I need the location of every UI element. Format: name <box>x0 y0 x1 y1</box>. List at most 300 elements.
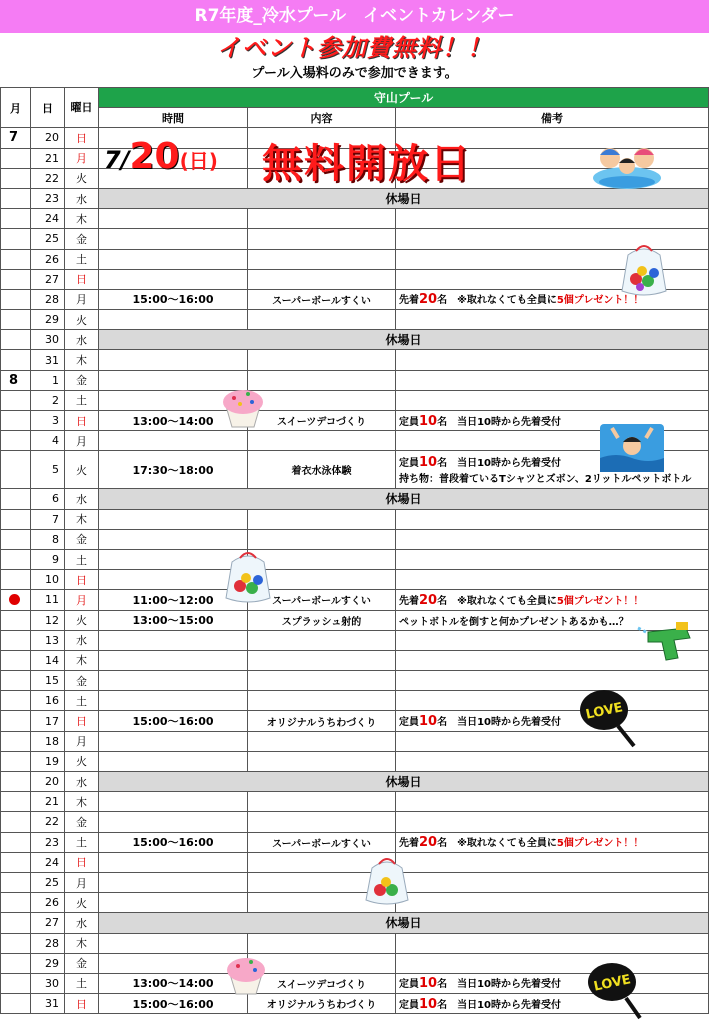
day-cell: 4 <box>31 431 65 451</box>
month-cell <box>1 549 31 569</box>
free-day-month: 7/ <box>104 146 130 174</box>
table-row <box>1 772 709 792</box>
content-cell <box>248 209 396 229</box>
day-cell: 28 <box>31 289 65 309</box>
note-count: 10 <box>419 413 438 429</box>
pool-kids-icon <box>592 140 662 190</box>
weekday-cell: 木 <box>65 350 99 370</box>
weekday-cell: 金 <box>65 812 99 832</box>
time-cell <box>99 812 248 832</box>
free-day-title: 無料開放日 <box>262 141 472 187</box>
weekday-cell: 水 <box>65 489 99 509</box>
content-cell <box>248 269 396 289</box>
weekday-cell: 金 <box>65 229 99 249</box>
table-row <box>1 610 709 630</box>
note-gift: 5個プレゼント！！ <box>556 838 644 850</box>
weekday-cell: 日 <box>65 128 99 148</box>
time-cell <box>99 751 248 771</box>
day-cell: 10 <box>31 570 65 590</box>
month-cell <box>1 792 31 812</box>
day-cell: 23 <box>31 188 65 208</box>
table-row <box>1 188 709 208</box>
note-count: 10 <box>419 976 438 992</box>
love-fan-icon-2 <box>586 960 644 1020</box>
month-cell <box>1 411 31 431</box>
note-text: 名 ※取れなくても全員に <box>437 838 557 850</box>
cupcake-icon-2 <box>224 952 268 996</box>
month-cell <box>1 893 31 913</box>
weekday-cell: 月 <box>65 731 99 751</box>
table-row <box>1 509 709 529</box>
day-cell: 30 <box>31 973 65 993</box>
day-cell: 19 <box>31 751 65 771</box>
note-count: 20 <box>419 592 438 608</box>
table-row <box>1 310 709 330</box>
content-cell <box>248 350 396 370</box>
month-cell <box>1 289 31 309</box>
weekday-cell: 金 <box>65 671 99 691</box>
weekday-cell: 土 <box>65 549 99 569</box>
day-cell: 13 <box>31 630 65 650</box>
weekday-cell: 金 <box>65 370 99 390</box>
day-cell: 31 <box>31 350 65 370</box>
weekday-cell: 土 <box>65 832 99 852</box>
free-day-weekday: (日) <box>179 149 218 173</box>
note-cell <box>396 549 709 569</box>
note-cell <box>396 751 709 771</box>
time-cell <box>99 529 248 549</box>
weekday-cell: 木 <box>65 933 99 953</box>
note-cell <box>396 671 709 691</box>
note-cell <box>396 370 709 390</box>
month-cell <box>1 630 31 650</box>
month-cell <box>1 650 31 670</box>
time-cell: 15:00～16:00 <box>99 289 248 309</box>
note-cell <box>396 893 709 913</box>
weekday-cell: 水 <box>65 630 99 650</box>
header-note: 備考 <box>396 108 709 128</box>
note-count: 10 <box>419 996 438 1012</box>
month-cell <box>1 350 31 370</box>
love-fan-icon <box>578 686 638 748</box>
content-cell: スーパーボールすくい <box>248 289 396 309</box>
table-row <box>1 650 709 670</box>
time-cell <box>99 350 248 370</box>
note-cell <box>396 529 709 549</box>
day-cell: 17 <box>31 711 65 731</box>
weekday-cell: 土 <box>65 691 99 711</box>
header-time: 時間 <box>99 108 248 128</box>
month-cell <box>1 590 31 610</box>
page-banner: R7年度_冷水プール イベントカレンダー <box>0 0 709 33</box>
day-cell: 25 <box>31 872 65 892</box>
content-cell <box>248 630 396 650</box>
weekday-cell: 日 <box>65 994 99 1014</box>
month-cell: 8 <box>1 370 31 390</box>
content-cell <box>248 390 396 410</box>
header-weekday: 曜日 <box>65 88 99 128</box>
day-cell: 8 <box>31 529 65 549</box>
weekday-cell: 木 <box>65 209 99 229</box>
weekday-cell: 月 <box>65 289 99 309</box>
month-cell <box>1 390 31 410</box>
table-row <box>1 529 709 549</box>
content-cell <box>248 431 396 451</box>
svg-text:LOVE: LOVE <box>592 972 633 995</box>
weekday-cell: 日 <box>65 852 99 872</box>
note-text: 名 当日10時から先着受付 <box>437 979 562 991</box>
content-cell: オリジナルうちわづくり <box>248 711 396 731</box>
table-row <box>1 872 709 892</box>
table-row <box>1 893 709 913</box>
note-count: 10 <box>419 714 438 730</box>
note-text: 名 ※取れなくても全員に <box>437 295 557 307</box>
content-cell <box>248 370 396 390</box>
note-items: 持ち物：普段着ているTシャツとズボン、2リットルペットボトル <box>399 474 692 486</box>
drowning-swimmer-icon <box>600 424 664 472</box>
weekday-cell: 金 <box>65 529 99 549</box>
month-cell <box>1 451 31 489</box>
month-cell <box>1 188 31 208</box>
month-cell <box>1 711 31 731</box>
month-cell <box>1 431 31 451</box>
month-cell <box>1 812 31 832</box>
note-cell <box>396 852 709 872</box>
content-cell: スイーツデコづくり <box>248 973 396 993</box>
table-row <box>1 751 709 771</box>
note-cell <box>396 390 709 410</box>
day-cell: 29 <box>31 310 65 330</box>
note-text: ペットボトルを倒すと何かプレゼントあるかも…？ <box>399 616 629 628</box>
day-cell: 29 <box>31 953 65 973</box>
time-cell <box>99 691 248 711</box>
time-cell <box>99 792 248 812</box>
table-row <box>1 549 709 569</box>
weekday-cell: 日 <box>65 570 99 590</box>
table-row <box>1 792 709 812</box>
note-count: 20 <box>419 835 438 851</box>
content-cell <box>248 671 396 691</box>
table-row <box>1 913 709 933</box>
day-cell: 21 <box>31 792 65 812</box>
month-cell <box>1 269 31 289</box>
content-cell: スーパーボールすくい <box>248 590 396 610</box>
month-cell <box>1 691 31 711</box>
content-cell <box>248 509 396 529</box>
time-cell: 15:00～16:00 <box>99 711 248 731</box>
table-row <box>1 933 709 953</box>
content-cell <box>248 751 396 771</box>
note-text: 名 ※取れなくても全員に <box>437 595 557 607</box>
day-cell: 20 <box>31 772 65 792</box>
day-cell: 27 <box>31 913 65 933</box>
time-cell: 13:00～15:00 <box>99 610 248 630</box>
superball-bag-icon <box>618 243 670 298</box>
weekday-cell: 火 <box>65 751 99 771</box>
table-row <box>1 570 709 590</box>
day-cell: 24 <box>31 209 65 229</box>
day-cell: 27 <box>31 269 65 289</box>
month-cell <box>1 209 31 229</box>
closed-day-cell: 休場日 <box>99 489 709 509</box>
day-cell: 15 <box>31 671 65 691</box>
month-cell <box>1 772 31 792</box>
month-cell <box>1 489 31 509</box>
weekday-cell: 火 <box>65 168 99 188</box>
month-cell <box>1 529 31 549</box>
day-cell: 1 <box>31 370 65 390</box>
content-cell <box>248 310 396 330</box>
note-label: 定員 <box>399 416 419 428</box>
day-cell: 22 <box>31 168 65 188</box>
note-gift: 5個プレゼント！！ <box>556 295 644 307</box>
weekday-cell: 火 <box>65 893 99 913</box>
time-cell: 17:30～18:00 <box>99 451 248 489</box>
weekday-cell: 日 <box>65 269 99 289</box>
day-cell: 11 <box>31 590 65 610</box>
table-row <box>1 370 709 390</box>
weekday-cell: 木 <box>65 650 99 670</box>
note-count: 20 <box>419 292 438 308</box>
content-cell <box>248 792 396 812</box>
day-cell: 5 <box>31 451 65 489</box>
note-cell <box>396 933 709 953</box>
content-cell <box>248 529 396 549</box>
time-cell <box>99 852 248 872</box>
table-row <box>1 390 709 410</box>
note-cell <box>396 953 709 973</box>
time-cell <box>99 650 248 670</box>
note-cell <box>396 711 709 731</box>
superball-bag-icon-3 <box>362 856 412 906</box>
note-text: 名 当日10時から先着受付 <box>437 717 562 729</box>
calendar-body <box>1 128 709 1014</box>
time-cell <box>99 731 248 751</box>
content-cell: スプラッシュ射的 <box>248 610 396 630</box>
table-row <box>1 350 709 370</box>
month-cell <box>1 229 31 249</box>
note-cell <box>396 792 709 812</box>
table-row <box>1 209 709 229</box>
time-cell: 13:00～14:00 <box>99 973 248 993</box>
weekday-cell: 水 <box>65 913 99 933</box>
weekday-cell: 土 <box>65 249 99 269</box>
month-cell <box>1 671 31 691</box>
day-cell: 24 <box>31 852 65 872</box>
note-cell <box>396 812 709 832</box>
note-label: 先着 <box>399 595 419 607</box>
note-cell <box>396 994 709 1014</box>
event-calendar-table <box>0 87 709 1014</box>
time-cell <box>99 431 248 451</box>
header-day: 日 <box>31 88 65 128</box>
month-cell <box>1 933 31 953</box>
day-cell: 28 <box>31 933 65 953</box>
time-cell <box>99 229 248 249</box>
note-count: 10 <box>419 455 438 471</box>
time-cell <box>99 269 248 289</box>
note-cell <box>396 832 709 852</box>
weekday-cell: 月 <box>65 590 99 610</box>
time-cell <box>99 310 248 330</box>
weekday-cell: 火 <box>65 610 99 630</box>
day-cell: 26 <box>31 893 65 913</box>
month-cell <box>1 751 31 771</box>
table-row <box>1 229 709 249</box>
content-cell <box>248 650 396 670</box>
content-cell <box>248 953 396 973</box>
day-cell: 14 <box>31 650 65 670</box>
closed-day-cell: 休場日 <box>99 772 709 792</box>
closed-day-cell: 休場日 <box>99 913 709 933</box>
content-cell <box>248 933 396 953</box>
time-cell <box>99 933 248 953</box>
header-month: 月 <box>1 88 31 128</box>
day-cell: 26 <box>31 249 65 269</box>
note-label: 定員 <box>399 999 419 1011</box>
weekday-cell: 土 <box>65 390 99 410</box>
weekday-cell: 月 <box>65 431 99 451</box>
day-cell: 20 <box>31 128 65 148</box>
cupcake-icon <box>220 384 266 428</box>
svg-text:LOVE: LOVE <box>584 700 625 723</box>
month-cell <box>1 832 31 852</box>
note-cell <box>396 590 709 610</box>
header-content: 内容 <box>248 108 396 128</box>
note-text: 名 当日10時から先着受付 <box>437 999 562 1011</box>
time-cell <box>99 249 248 269</box>
subline-note: プール入場料のみで参加できます。 <box>251 66 458 81</box>
note-cell <box>396 973 709 993</box>
time-cell: 15:00～16:00 <box>99 994 248 1014</box>
month-cell <box>1 913 31 933</box>
content-cell <box>248 229 396 249</box>
month-cell <box>1 852 31 872</box>
note-cell <box>396 310 709 330</box>
content-cell <box>248 812 396 832</box>
weekday-cell: 月 <box>65 872 99 892</box>
day-cell: 21 <box>31 148 65 168</box>
note-label: 先着 <box>399 838 419 850</box>
month-cell <box>1 610 31 630</box>
note-label: 先着 <box>399 295 419 307</box>
day-cell: 18 <box>31 731 65 751</box>
time-cell <box>99 671 248 691</box>
weekday-cell: 水 <box>65 188 99 208</box>
day-cell: 3 <box>31 411 65 431</box>
table-row <box>1 832 709 852</box>
month-cell <box>1 330 31 350</box>
day-cell: 31 <box>31 994 65 1014</box>
day-cell: 6 <box>31 489 65 509</box>
weekday-cell: 土 <box>65 973 99 993</box>
table-row <box>1 852 709 872</box>
note-text: 名 当日10時から先着受付 <box>437 458 562 470</box>
table-row <box>1 289 709 309</box>
weekday-cell: 日 <box>65 711 99 731</box>
time-cell: 13:00～14:00 <box>99 411 248 431</box>
note-cell <box>396 209 709 229</box>
note-cell <box>396 570 709 590</box>
note-label: 定員 <box>399 458 419 470</box>
month-cell <box>1 994 31 1014</box>
day-cell: 2 <box>31 390 65 410</box>
superball-bag-icon-2 <box>222 550 276 606</box>
table-row <box>1 590 709 610</box>
day-cell: 22 <box>31 812 65 832</box>
content-cell <box>248 249 396 269</box>
day-cell: 25 <box>31 229 65 249</box>
table-row <box>1 249 709 269</box>
note-text: 名 当日10時から先着受付 <box>437 416 562 428</box>
day-cell: 9 <box>31 549 65 569</box>
weekday-cell: 水 <box>65 772 99 792</box>
note-gift: 5個プレゼント！！ <box>556 595 644 607</box>
closed-day-cell: 休場日 <box>99 188 709 208</box>
note-label: 定員 <box>399 717 419 729</box>
weekday-cell: 水 <box>65 330 99 350</box>
day-cell: 7 <box>31 509 65 529</box>
month-cell <box>1 953 31 973</box>
closed-day-cell: 休場日 <box>99 330 709 350</box>
content-cell: 着衣水泳体験 <box>248 451 396 489</box>
weekday-cell: 木 <box>65 509 99 529</box>
month-cell <box>1 731 31 751</box>
table-row <box>1 330 709 350</box>
content-cell: オリジナルうちわづくり <box>248 994 396 1014</box>
free-day-number: 20 <box>129 136 180 177</box>
header-pool: 守山プール <box>99 88 709 108</box>
table-row <box>1 269 709 289</box>
note-cell <box>396 350 709 370</box>
month-cell <box>1 310 31 330</box>
weekday-cell: 火 <box>65 310 99 330</box>
water-gun-icon <box>636 618 696 666</box>
month-cell <box>1 973 31 993</box>
weekday-cell: 日 <box>65 411 99 431</box>
weekday-cell: 金 <box>65 953 99 973</box>
day-cell: 23 <box>31 832 65 852</box>
note-label: 定員 <box>399 979 419 991</box>
headline-free: イベント参加費無料！！ <box>217 34 492 62</box>
japan-flag-icon <box>9 594 20 605</box>
weekday-cell: 月 <box>65 148 99 168</box>
weekday-cell: 火 <box>65 451 99 489</box>
month-cell: 7 <box>1 128 31 148</box>
table-row <box>1 812 709 832</box>
free-day-date <box>104 136 218 177</box>
weekday-cell: 木 <box>65 792 99 812</box>
month-cell <box>1 570 31 590</box>
content-cell <box>248 731 396 751</box>
time-cell: 11:00～12:00 <box>99 590 248 610</box>
content-cell <box>248 691 396 711</box>
note-cell <box>396 731 709 751</box>
table-row <box>1 630 709 650</box>
month-cell <box>1 148 31 168</box>
time-cell <box>99 509 248 529</box>
month-cell <box>1 168 31 188</box>
content-cell: スーパーボールすくい <box>248 832 396 852</box>
note-cell <box>396 872 709 892</box>
note-cell <box>396 509 709 529</box>
note-cell <box>396 691 709 711</box>
time-cell <box>99 209 248 229</box>
time-cell <box>99 893 248 913</box>
content-cell: スイーツデコづくり <box>248 411 396 431</box>
day-cell: 30 <box>31 330 65 350</box>
day-cell: 16 <box>31 691 65 711</box>
